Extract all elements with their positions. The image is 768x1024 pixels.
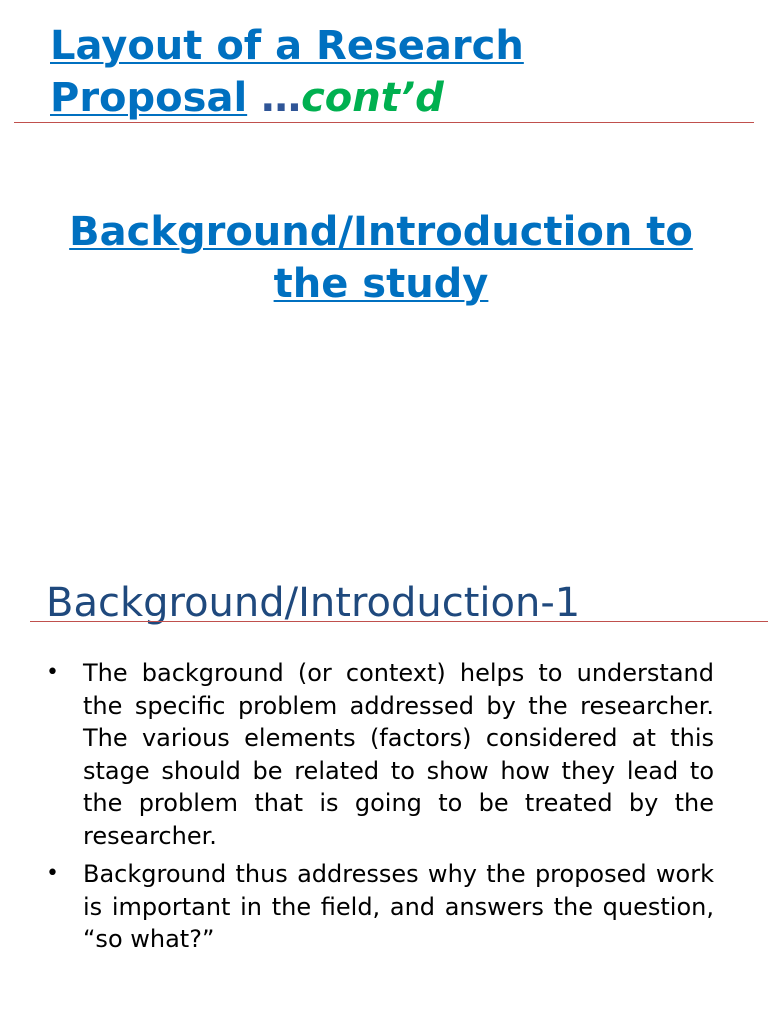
title-main-line2: Proposal [50,75,248,121]
bullet-icon: • [46,861,59,886]
bullet-list [46,657,714,962]
bullet-icon: • [46,660,59,685]
bullet-text: Background thus addresses why the proposed work is important in the field, and answers the question, “so what?” [83,860,714,953]
slide-title [50,20,750,124]
slide-2-divider [30,621,768,622]
bullet-item [46,657,714,852]
title-main-line1: Layout of a Research [50,23,524,69]
bullet-text: The background (or context) helps to understand the specific problem addressed by the researcher. The various elements (factors) considered at this stage should be related to show how they lead to the problem that is going to be treated by the researcher. [83,659,714,850]
title-contd: cont’d [301,75,444,121]
title-ellipsis: … [261,75,302,121]
section-heading: Background/Introduction to the study [69,209,693,307]
title-divider [14,122,754,123]
bullet-item [46,858,714,956]
slide-2-title: Background/Introduction-1 [46,580,581,626]
